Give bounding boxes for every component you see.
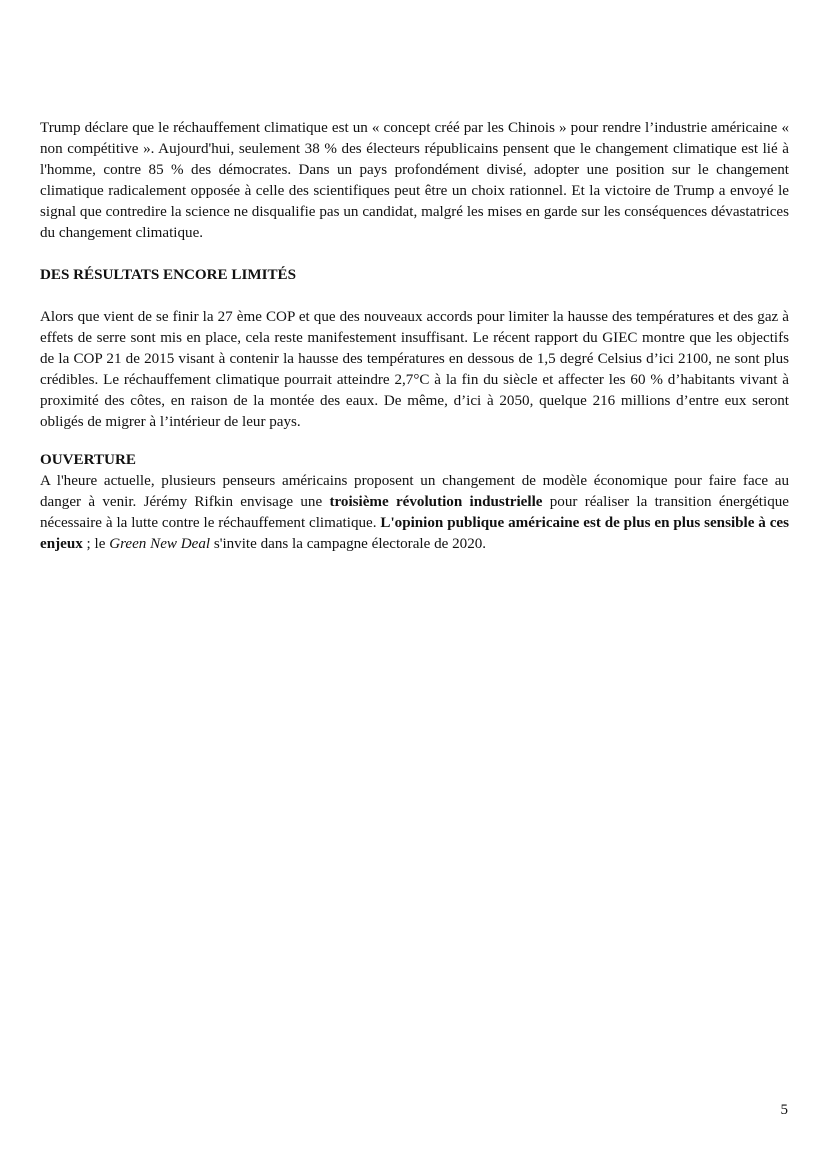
page-number: 5 (780, 1102, 788, 1118)
emphasis-green-new-deal: Green New Deal (109, 536, 211, 552)
emphasis-public-opinion: L'opinion publique américaine est de plus en plus sensible à ces enjeux (40, 515, 789, 552)
paragraph-opening-text-4: s'invite dans la campagne électorale de 2020. (210, 536, 487, 552)
paragraph-opening-text-3: ; le (82, 536, 110, 552)
spacer (40, 433, 789, 450)
paragraph-opening-text-2: pour réaliser la transition énergétique nécessaire à la lutte contre le réchauffement climatique. (40, 494, 789, 531)
section-heading-results: DES RÉSULTATS ENCORE LIMITÉS (40, 267, 296, 283)
spacer (40, 244, 789, 265)
paragraph-opening (40, 471, 789, 555)
emphasis-third-industrial-revolution: troisième révolution industrielle (329, 494, 543, 510)
paragraph-opening-text-1: A l'heure actuelle, plusieurs penseurs américains proposent un changement de modèle économique pour faire face au danger à venir. Jérémy Rifkin envisage une (40, 473, 789, 510)
paragraph-trump-climate: Trump déclare que le réchauffement climatique est un « concept créé par les Chinois » pour rendre l’industrie américaine « non compétitive ». Aujourd'hui, seulement 38 % des électeurs républicains pensent que le changement climatique est lié à l'homme, contre 85 % des démocrates. Dans un pays profondément divisé, adopter une position sur le changement climatique radicalement opposée à celle des scientifiques peut être un choix rationnel. Et la victoire de Trump a envoyé le signal que contredire la science ne disqualifie pas un candidat, malgré les mises en garde sur les conséquences dévastatrices du changement climatique. (40, 120, 789, 241)
page-content (40, 118, 789, 555)
section-heading-opening: OUVERTURE (40, 452, 136, 468)
spacer (40, 286, 789, 307)
paragraph-cop-results: Alors que vient de se finir la 27 ème COP et que des nouveaux accords pour limiter la hausse des températures et des gaz à effets de serre sont mis en place, cela reste manifestement insuffisant. Le récent rapport du GIEC montre que les objectifs de la COP 21 de 2015 visant à contenir la hausse des températures en dessous de 1,5 degré Celsius d’ici 2100, ne sont plus crédibles. Le réchauffement climatique pourrait atteindre 2,7°C à la fin du siècle et affecter les 60 % d’habitants vivant à proximité des côtes, en raison de la montée des eaux. De même, d’ici à 2050, quelque 216 millions d’entre eux seront obligés de migrer à l’intérieur de leur pays. (40, 309, 789, 430)
